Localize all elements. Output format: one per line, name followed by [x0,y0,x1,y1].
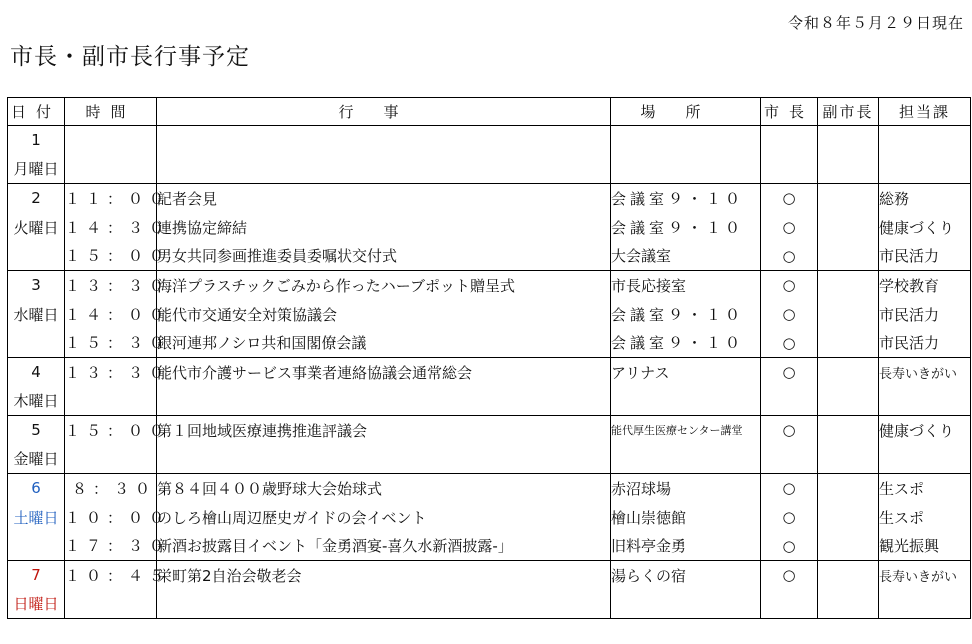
department-cell: 長寿いきがい [879,561,971,590]
table-row [8,126,971,155]
table-row [8,329,971,358]
time-cell: １７：３０ [65,532,157,561]
vice-mayor-attendance [818,445,879,474]
time-cell: １３：３０ [65,271,157,300]
venue-cell: 湯らくの宿 [611,561,761,590]
vice-mayor-attendance [818,213,879,242]
header-day: 日付 [8,98,65,126]
vice-mayor-attendance [818,271,879,300]
mayor-attendance [761,387,818,416]
vice-mayor-attendance [818,474,879,503]
day-cell [8,329,65,358]
event-cell: 第１回地域医療連携推進評議会 [157,416,611,445]
time-cell: ８：３０ [65,474,157,503]
event-cell [157,445,611,474]
department-cell: 長寿いきがい [879,358,971,387]
mayor-attendance: ○ [761,242,818,271]
vice-mayor-attendance [818,590,879,619]
vice-mayor-attendance [818,561,879,590]
venue-cell [611,126,761,155]
day-date: 1 [8,126,65,155]
header-row [8,98,971,126]
department-cell [879,387,971,416]
venue-cell [611,387,761,416]
day-cell [8,242,65,271]
event-cell: 新酒お披露目イベント「金勇酒宴-喜久水新酒披露-」 [157,532,611,561]
time-cell [65,126,157,155]
day-date: 4 [8,358,65,387]
table-row [8,271,971,300]
vice-mayor-attendance [818,532,879,561]
header-department: 担当課 [879,98,971,126]
event-cell: 能代市介護サービス事業者連絡協議会通常総会 [157,358,611,387]
table-row [8,532,971,561]
mayor-attendance [761,155,818,184]
department-cell [879,155,971,184]
event-cell: 海洋プラスチックごみから作ったハーブポット贈呈式 [157,271,611,300]
vice-mayor-attendance [818,126,879,155]
schedule-table [7,97,971,619]
venue-cell: 会議室９・１０ [611,300,761,329]
vice-mayor-attendance [818,300,879,329]
department-cell: 市民活力 [879,300,971,329]
table-row [8,213,971,242]
venue-cell: 大会議室 [611,242,761,271]
time-cell: １１：００ [65,184,157,213]
event-cell [157,387,611,416]
department-cell: 総務 [879,184,971,213]
time-cell: １５：００ [65,242,157,271]
schedule-body [8,126,971,619]
venue-cell: 赤沼球場 [611,474,761,503]
mayor-attendance: ○ [761,329,818,358]
venue-cell: 能代厚生医療センター講堂 [611,416,761,445]
table-row [8,561,971,590]
vice-mayor-attendance [818,503,879,532]
department-cell: 健康づくり [879,416,971,445]
table-row [8,416,971,445]
venue-cell: 会議室９・１０ [611,329,761,358]
mayor-attendance: ○ [761,271,818,300]
mayor-attendance [761,445,818,474]
venue-cell: 会議室９・１０ [611,184,761,213]
time-cell [65,590,157,619]
event-cell: のしろ檜山周辺歴史ガイドの会イベント [157,503,611,532]
event-cell [157,155,611,184]
event-cell: 第８４回４００歳野球大会始球式 [157,474,611,503]
event-cell [157,126,611,155]
venue-cell [611,155,761,184]
header-vice-mayor: 副市長 [818,98,879,126]
time-cell: １０：００ [65,503,157,532]
table-row [8,184,971,213]
table-row [8,474,971,503]
mayor-attendance: ○ [761,532,818,561]
venue-cell [611,590,761,619]
header-venue: 場所 [611,98,761,126]
department-cell: 健康づくり [879,213,971,242]
day-weekday: 土曜日 [8,503,65,532]
time-cell: １３：３０ [65,358,157,387]
time-cell: １０：４５ [65,561,157,590]
department-cell: 観光振興 [879,532,971,561]
table-row [8,445,971,474]
event-cell: 記者会見 [157,184,611,213]
venue-cell: 会議室９・１０ [611,213,761,242]
day-date: 6 [8,474,65,503]
event-cell: 連携協定締結 [157,213,611,242]
venue-cell: アリナス [611,358,761,387]
mayor-attendance: ○ [761,184,818,213]
vice-mayor-attendance [818,329,879,358]
time-cell: １５：００ [65,416,157,445]
day-weekday: 木曜日 [8,387,65,416]
page-title: 市長・副市長行事予定 [10,44,250,70]
table-row [8,358,971,387]
day-weekday: 水曜日 [8,300,65,329]
venue-cell: 市長応接室 [611,271,761,300]
department-cell: 生スポ [879,503,971,532]
event-cell: 銀河連邦ノシロ共和国閣僚会議 [157,329,611,358]
department-cell [879,445,971,474]
department-cell: 生スポ [879,474,971,503]
header-mayor: 市長 [761,98,818,126]
department-cell [879,590,971,619]
vice-mayor-attendance [818,358,879,387]
as-of-date: 令和８年５月２９日現在 [787,14,964,32]
vice-mayor-attendance [818,242,879,271]
day-weekday: 月曜日 [8,155,65,184]
mayor-attendance: ○ [761,213,818,242]
venue-cell [611,445,761,474]
day-weekday: 火曜日 [8,213,65,242]
table-row [8,387,971,416]
day-cell [8,532,65,561]
mayor-attendance [761,590,818,619]
department-cell: 市民活力 [879,329,971,358]
venue-cell: 旧料亭金勇 [611,532,761,561]
day-date: 7 [8,561,65,590]
event-cell: 栄町第2自治会敬老会 [157,561,611,590]
mayor-attendance: ○ [761,300,818,329]
mayor-attendance: ○ [761,416,818,445]
event-cell: 男女共同参画推進委員委嘱状交付式 [157,242,611,271]
header-time: 時間 [65,98,157,126]
day-date: 2 [8,184,65,213]
table-row [8,155,971,184]
time-cell: １５：３０ [65,329,157,358]
time-cell: １４：３０ [65,213,157,242]
time-cell: １４：００ [65,300,157,329]
event-cell: 能代市交通安全対策協議会 [157,300,611,329]
day-date: 3 [8,271,65,300]
day-weekday: 金曜日 [8,445,65,474]
mayor-attendance: ○ [761,561,818,590]
vice-mayor-attendance [818,184,879,213]
table-row [8,242,971,271]
department-cell: 市民活力 [879,242,971,271]
time-cell [65,155,157,184]
time-cell [65,445,157,474]
department-cell [879,126,971,155]
mayor-attendance: ○ [761,358,818,387]
header-event: 行事 [157,98,611,126]
event-cell [157,590,611,619]
vice-mayor-attendance [818,416,879,445]
day-date: 5 [8,416,65,445]
table-row [8,300,971,329]
vice-mayor-attendance [818,155,879,184]
mayor-attendance [761,126,818,155]
time-cell [65,387,157,416]
day-weekday: 日曜日 [8,590,65,619]
mayor-attendance: ○ [761,474,818,503]
table-row [8,503,971,532]
vice-mayor-attendance [818,387,879,416]
table-row [8,590,971,619]
venue-cell: 檜山崇徳館 [611,503,761,532]
department-cell: 学校教育 [879,271,971,300]
mayor-attendance: ○ [761,503,818,532]
